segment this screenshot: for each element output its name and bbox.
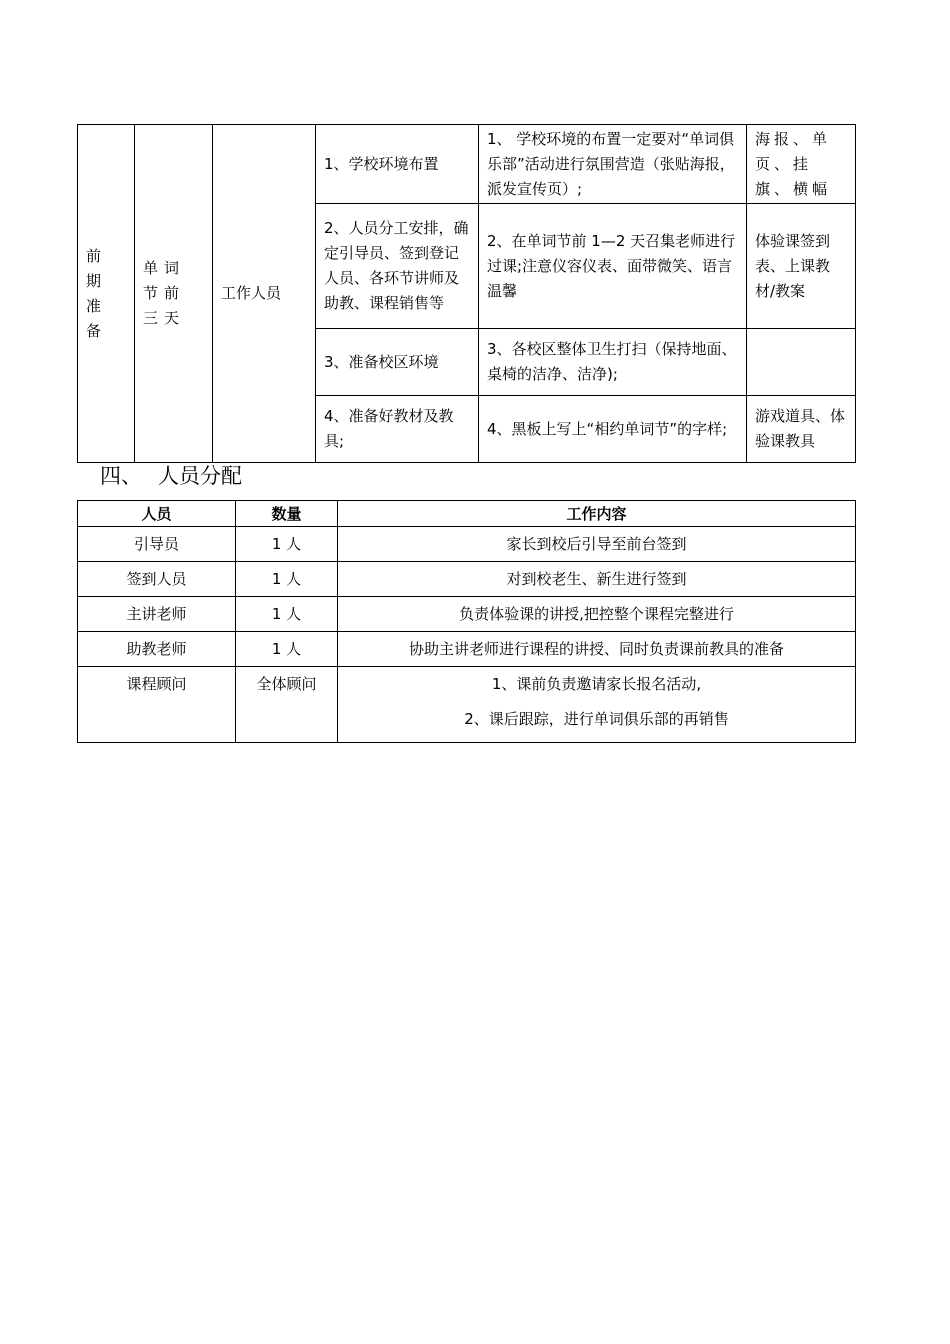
task-cell: 4、准备好教材及教具; bbox=[316, 396, 479, 463]
staff-row bbox=[78, 527, 856, 562]
header-person: 人员 bbox=[78, 501, 236, 527]
count-cell: 1 人 bbox=[236, 527, 338, 562]
header-duty: 工作内容 bbox=[338, 501, 856, 527]
duty-cell: 协助主讲老师进行课程的讲授、同时负责课前教具的准备 bbox=[338, 632, 856, 667]
duty-cell: 负责体验课的讲授,把控整个课程完整进行 bbox=[338, 597, 856, 632]
materials-cell: 体验课签到表、上课教材/教案 bbox=[747, 204, 856, 329]
person-cell: 签到人员 bbox=[78, 562, 236, 597]
task-cell: 2、人员分工安排，确定引导员、签到登记人员、各环节讲师及助教、课程销售等 bbox=[316, 204, 479, 329]
count-cell: 全体顾问 bbox=[236, 667, 338, 743]
staff-header-row bbox=[78, 501, 856, 527]
timing-cell: 单词节前三天 bbox=[135, 125, 213, 463]
detail-cell: 2、在单词节前 1—2 天召集老师进行过课;注意仪容仪表、面带微笑、语言温馨 bbox=[479, 204, 747, 329]
staff-row bbox=[78, 632, 856, 667]
person-cell: 课程顾问 bbox=[78, 667, 236, 743]
duty-cell: 对到校老生、新生进行签到 bbox=[338, 562, 856, 597]
header-count: 数量 bbox=[236, 501, 338, 527]
detail-cell: 4、黑板上写上“相约单词节”的字样; bbox=[479, 396, 747, 463]
detail-cell: 1、 学校环境的布置一定要对“单词俱乐部”活动进行氛围营造（张贴海报，派发宣传页）; bbox=[479, 125, 747, 204]
count-cell: 1 人 bbox=[236, 597, 338, 632]
plan-table bbox=[77, 124, 856, 463]
staff-row bbox=[78, 562, 856, 597]
task-cell: 3、准备校区环境 bbox=[316, 329, 479, 396]
duty-line: 1、课前负责邀请家长报名活动, bbox=[491, 675, 702, 693]
plan-row bbox=[78, 125, 856, 204]
materials-cell: 海报、单页、挂旗、横幅 bbox=[747, 125, 856, 204]
person-cell: 引导员 bbox=[78, 527, 236, 562]
task-cell: 1、学校环境布置 bbox=[316, 125, 479, 204]
materials-cell: 游戏道具、体验课教具 bbox=[747, 396, 856, 463]
detail-cell: 3、各校区整体卫生打扫（保持地面、桌椅的洁净、洁净); bbox=[479, 329, 747, 396]
duty-line: 2、课后跟踪，进行单词俱乐部的再销售 bbox=[464, 710, 729, 728]
section-number: 四、 bbox=[100, 464, 142, 488]
count-cell: 1 人 bbox=[236, 632, 338, 667]
section-heading bbox=[100, 461, 242, 491]
staff-table bbox=[77, 500, 856, 743]
staff-row bbox=[78, 667, 856, 743]
materials-cell bbox=[747, 329, 856, 396]
person-cell: 助教老师 bbox=[78, 632, 236, 667]
section-title: 人员分配 bbox=[158, 464, 242, 488]
duty-cell bbox=[338, 667, 856, 743]
count-cell: 1 人 bbox=[236, 562, 338, 597]
duty-cell: 家长到校后引导至前台签到 bbox=[338, 527, 856, 562]
staff-row bbox=[78, 597, 856, 632]
role-cell: 工作人员 bbox=[213, 125, 316, 463]
phase-cell: 前期准备 bbox=[78, 125, 135, 463]
person-cell: 主讲老师 bbox=[78, 597, 236, 632]
